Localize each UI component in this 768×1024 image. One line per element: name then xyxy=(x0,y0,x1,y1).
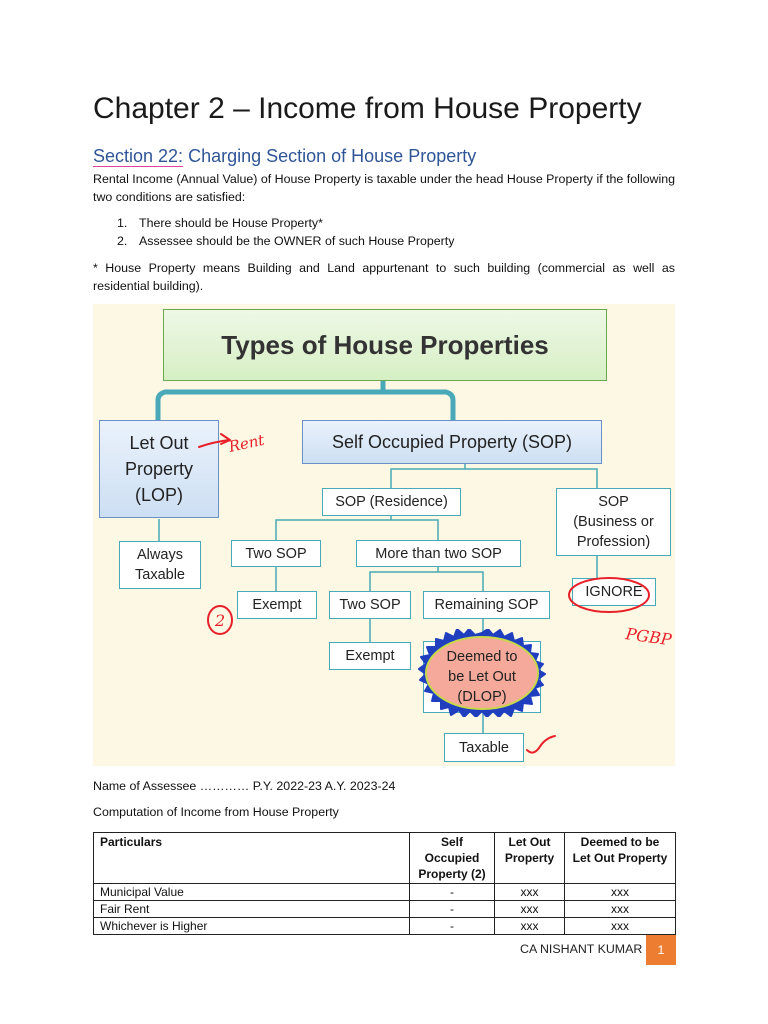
two-note: 2 xyxy=(215,611,226,630)
diagram-title-box xyxy=(163,309,607,381)
sop-business-line: (Business or xyxy=(573,514,654,530)
table-cell: xxx xyxy=(565,884,676,901)
condition-item xyxy=(117,232,454,250)
section-title: Charging Section of House Property xyxy=(183,146,477,166)
always-taxable-box xyxy=(119,541,201,589)
table-row xyxy=(94,901,676,918)
ignore-label: IGNORE xyxy=(585,584,643,600)
dlop-line: Deemed to xyxy=(446,649,518,665)
condition-item xyxy=(117,214,454,232)
computation-heading: Computation of Income from House Property xyxy=(93,805,339,819)
always-taxable-line: Taxable xyxy=(135,567,185,583)
column-header: Self Occupied Property (2) xyxy=(410,833,495,884)
table-cell: - xyxy=(410,918,495,935)
table-cell: xxx xyxy=(565,918,676,935)
condition-text: There should be House Property* xyxy=(139,216,323,230)
table-cell: xxx xyxy=(495,884,565,901)
more-than-two-sop-label: More than two SOP xyxy=(375,545,502,562)
pgbp-note: PGBP xyxy=(624,624,673,650)
taxable-label: Taxable xyxy=(459,739,509,756)
lop-line: Property xyxy=(124,459,194,479)
section-heading xyxy=(93,146,476,167)
footnote-paragraph: * House Property means Building and Land appurtenant to such building (commercial as well as residential building). xyxy=(93,261,675,293)
taxable-box xyxy=(444,733,524,762)
table-cell: Municipal Value xyxy=(94,884,410,901)
section-number: Section 22: xyxy=(93,146,184,166)
column-header: Deemed to be Let Out Property xyxy=(565,833,676,884)
table-cell: - xyxy=(410,884,495,901)
exempt-box xyxy=(329,642,411,670)
chapter-title: Chapter 2 – Income from House Property xyxy=(93,92,642,125)
always-taxable-line: Always xyxy=(137,547,183,563)
lop-line: (LOP) xyxy=(134,485,183,505)
table-cell: xxx xyxy=(495,901,565,918)
two-sop-sub-label: Two SOP xyxy=(339,597,401,613)
table-header-row xyxy=(94,833,676,884)
table-row xyxy=(94,884,676,901)
exempt-label: Exempt xyxy=(252,597,302,613)
column-header: Let Out Property xyxy=(495,833,565,884)
conditions-list xyxy=(117,214,454,250)
sop-residence-label: SOP (Residence) xyxy=(335,494,448,510)
house-property-diagram xyxy=(93,304,675,766)
remaining-sop-label: Remaining SOP xyxy=(434,597,539,613)
dlop-line: (DLOP) xyxy=(457,689,507,705)
dlop-label xyxy=(423,641,541,713)
sop-business-box xyxy=(556,488,671,556)
table-cell: xxx xyxy=(565,901,676,918)
table-cell: Whichever is Higher xyxy=(94,918,410,935)
two-sop-sub-box xyxy=(329,591,411,619)
condition-text: Assessee should be the OWNER of such House Property xyxy=(139,234,455,248)
exempt-label: Exempt xyxy=(345,648,395,664)
table-row xyxy=(94,918,676,935)
sop-business-line: Profession) xyxy=(576,534,651,550)
more-than-two-sop-box xyxy=(356,540,521,567)
condition-number: 2. xyxy=(117,234,128,248)
intro-paragraph: Rental Income (Annual Value) of House Property is taxable under the head House Property if the following two conditions are satisfied: xyxy=(93,172,675,204)
page-number: 1 xyxy=(657,943,665,957)
lop-line: Let Out xyxy=(129,433,189,453)
table-cell: xxx xyxy=(495,918,565,935)
two-sop-label: Two SOP xyxy=(245,545,307,562)
assessee-line: Name of Assessee ………… P.Y. 2022-23 A.Y. 2023-24 xyxy=(93,779,396,793)
sop-label: Self Occupied Property (SOP) xyxy=(331,432,573,452)
table-cell: Fair Rent xyxy=(94,901,410,918)
computation-table xyxy=(93,832,676,935)
sop-box xyxy=(302,420,602,464)
page-number-badge xyxy=(646,935,676,965)
exempt-box xyxy=(237,591,317,619)
sop-residence-box xyxy=(322,488,461,516)
lop-box xyxy=(99,420,219,518)
diagram-title: Types of House Properties xyxy=(221,330,549,360)
table-cell: - xyxy=(410,901,495,918)
two-sop-box xyxy=(231,540,321,567)
column-header: Particulars xyxy=(94,833,410,884)
dlop-line: be Let Out xyxy=(448,669,516,685)
ignore-box xyxy=(572,578,656,606)
rent-note: Rent xyxy=(227,430,266,456)
footer-author: CA NISHANT KUMAR xyxy=(520,942,643,956)
condition-number: 1. xyxy=(117,216,128,230)
remaining-sop-box xyxy=(423,591,550,619)
sop-business-line: SOP xyxy=(598,494,629,510)
